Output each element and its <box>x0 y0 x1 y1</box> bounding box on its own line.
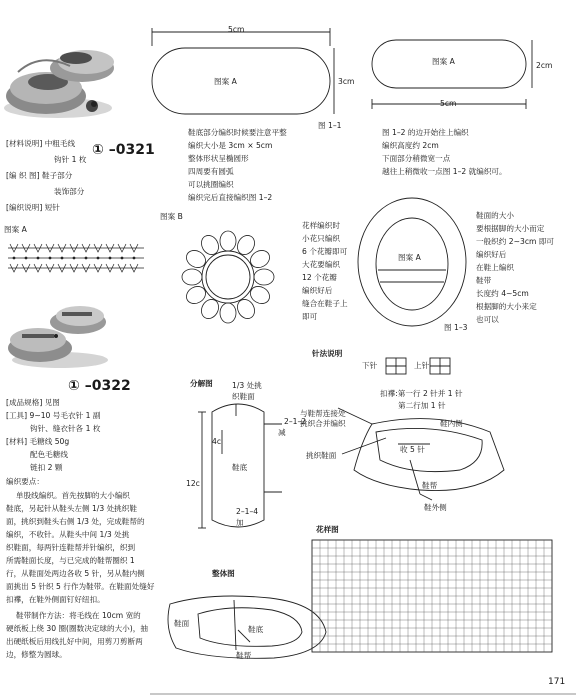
fenjie-r2b: 加 <box>236 518 244 527</box>
fenjie-top-2: 织鞋面 <box>232 392 255 401</box>
diag1-pattern: 图案 A <box>214 77 237 86</box>
pattern-b-note-2: 6 个花瓣即可 <box>302 247 348 256</box>
diag3-note-0: 鞋面的大小 <box>476 211 514 220</box>
fenjie-mid: 鞋底 <box>232 463 248 472</box>
item2-notes-heading: 编织要点： <box>6 477 44 486</box>
pattern-b-note-3: 大花要编织 <box>302 260 340 269</box>
diag2-width: 5cm <box>440 99 457 108</box>
diag3-fig: 图 1–3 <box>444 323 468 332</box>
item2-line-5: 链扣 2 颗 <box>30 463 63 472</box>
diag2-pattern: 图案 A <box>432 57 455 66</box>
whole-sole: 鞋底 <box>248 625 264 634</box>
pattern-b-note-5: 编织好后 <box>302 286 333 295</box>
item2-note-5: 所需鞋面长度，与已完成的鞋帮圈织 1 <box>6 556 135 565</box>
pattern-b-title: 图案 B <box>160 212 183 221</box>
pattern-a-strip-label: 图案 A <box>4 225 27 234</box>
page-number: 171 <box>548 677 566 687</box>
pattern-b-note-7: 即可 <box>302 312 318 321</box>
notes2-3: 越往上稍微收一点图 1–2 就编织可。 <box>382 167 507 176</box>
item2-note-0: 单股线编织。首先按脚的大小编织 <box>16 491 130 500</box>
pattern-b-note-4: 12 个花瓣 <box>302 273 337 282</box>
item2-note-12: 边，修整为圆球。 <box>6 650 67 659</box>
diag3-note-5: 鞋带 <box>476 276 492 285</box>
side-lk2: 挑织合并编织 <box>300 419 346 428</box>
pattern-b-note-6: 缝合在鞋子上 <box>302 299 348 308</box>
item2-note-7: 面挑出 5 针织 5 行作为鞋带。在鞋面处缝好 <box>6 582 155 591</box>
whole-title: 整体图 <box>212 569 235 578</box>
diag1-height: 3cm <box>338 77 355 86</box>
notes1-2: 整体形状呈椭圆形 <box>188 154 249 163</box>
item1-material: [材料说明] 中粗毛线 <box>6 139 76 148</box>
diag3-pattern: 图案 A <box>398 253 421 262</box>
diag1-width: 5cm <box>228 25 245 34</box>
item2-note-10: 硬纸板上绕 30 圈(圈数决定球的大小)，抽 <box>6 624 148 633</box>
item2-line-4: 配色毛糖线 <box>30 450 68 459</box>
notes1-3: 四周要有圆弧 <box>188 167 234 176</box>
stitch-down: 下针 <box>362 361 378 370</box>
item2-note-4: 织鞋面，每两针连鞋帮并针编织，织到 <box>6 543 136 552</box>
item2-line-1: [工具] 9~10 号毛衣针 1 副 <box>6 411 101 420</box>
side-top1: 扣襻:第一行 2 针并 1 针 <box>380 389 463 398</box>
fenjie-r2: 2–1–4 <box>236 507 259 516</box>
pattern-b-note-0: 花样编织时 <box>302 221 340 230</box>
item1-material-2: 钩针 1 枚 <box>54 155 87 164</box>
item1-pattern-2: 装饰部分 <box>54 187 85 196</box>
notes1-0: 鞋底部分编织时候要注意平整 <box>188 128 287 137</box>
item2-note-9: 鞋带制作方法：将毛线在 10cm 宽的 <box>16 611 141 620</box>
item2-line-2: 钩针、缝衣针各 1 枚 <box>30 424 101 433</box>
side-top2: 第二行加 1 针 <box>398 401 446 410</box>
item1-pattern: [编 织 图] 鞋子部分 <box>6 171 73 180</box>
item2-note-3: 编织，不收针。从鞋头中间 1/3 处挑 <box>6 530 130 539</box>
item2-note-11: 出硬纸板后用线扎好中间，用剪刀剪断两 <box>6 637 143 646</box>
side-lk1: 与鞋帮连接处 <box>300 409 346 418</box>
side-outer: 鞋外侧 <box>424 503 447 512</box>
diag3-note-6: 长度约 4~5cm <box>476 289 529 298</box>
flower-grid-title: 花样图 <box>316 525 339 534</box>
notes1-1: 编织大小是 3cm × 5cm <box>188 141 273 150</box>
item2-code: ① –0322 <box>68 378 131 394</box>
diag3-note-8: 也可以 <box>476 315 499 324</box>
side-inner: 鞋内侧 <box>440 419 463 428</box>
side-lk3: 挑织鞋面 <box>306 451 337 460</box>
item1-needle: [编织说明] 短针 <box>6 203 60 212</box>
item2-line-0: [成品规格] 见图 <box>6 398 60 407</box>
diag3-note-3: 编织好后 <box>476 250 507 259</box>
notes2-2: 下面部分稍微宽一点 <box>382 154 451 163</box>
side-five: 收 5 针 <box>400 445 425 454</box>
item2-note-6: 行，从鞋面处两边各收 5 针，另从鞋内侧 <box>6 569 145 578</box>
item1-code: ① –0321 <box>92 142 155 158</box>
fenjie-r1: 2–1–2 <box>284 417 307 426</box>
item2-note-8: 扣襻，在鞋外侧面钉好纽扣。 <box>6 595 105 604</box>
diag1-fig: 图 1–1 <box>318 121 342 130</box>
pattern-b-note-1: 小花只编织 <box>302 234 340 243</box>
fenjie-left: 4c <box>212 437 222 446</box>
notes2-1: 编织高度约 2cm <box>382 141 439 150</box>
diag3-note-4: 在鞋上编织 <box>476 263 514 272</box>
stitch-up: 上针 <box>414 361 430 370</box>
fenjie-r1b: 减 <box>278 428 286 437</box>
item2-line-3: [材料] 毛糖线 50g <box>6 437 70 446</box>
whole-bang: 鞋帮 <box>236 651 252 660</box>
item2-note-1: 鞋底，另起针从鞋头左侧 1/3 处挑织鞋 <box>6 504 137 513</box>
whole-face: 鞋面 <box>174 619 190 628</box>
diag2-height: 2cm <box>536 61 553 70</box>
diag3-note-1: 要根据脚的大小而定 <box>476 224 545 233</box>
notes1-5: 编织完后直接编织图 1–2 <box>188 193 273 202</box>
fenjie-title: 分解图 <box>190 379 213 388</box>
item2-note-2: 面，挑织到鞋头右侧 1/3 处，完成鞋帮的 <box>6 517 145 526</box>
notes1-4: 可以挑圈编织 <box>188 180 234 189</box>
notes2-0: 图 1–2 的边开始往上编织 <box>382 128 469 137</box>
diag3-note-7: 根据脚的大小来定 <box>476 302 537 311</box>
diag3-note-2: 一般织约 2~3cm 即可 <box>476 237 554 246</box>
side-bang: 鞋帮 <box>422 481 438 490</box>
stitch-title: 针法说明 <box>312 349 343 358</box>
fenjie-top-1: 1/3 处挑 <box>232 381 262 390</box>
fenjie-h: 12c <box>186 479 200 488</box>
